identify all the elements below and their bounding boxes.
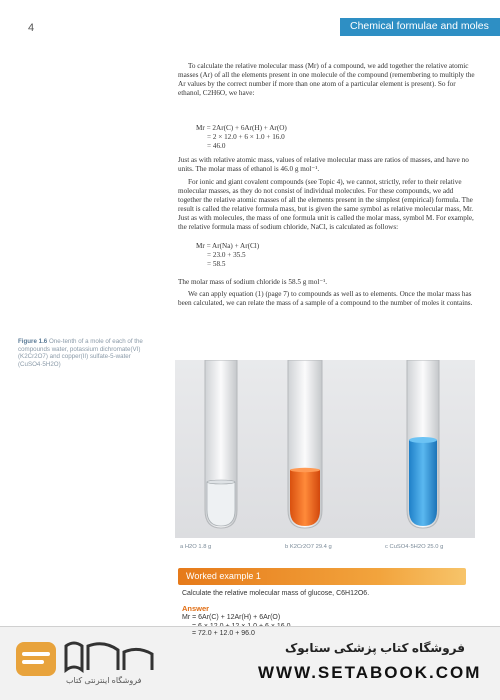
paragraph-2-text: Just as with relative atomic mass, values of relative molecular mass are ratios of masses, and have no units. The molar mass of ethanol is 46.0 g mol⁻¹. — [178, 156, 469, 174]
store-name: فروشگاه کتاب پزشکی ستابوک — [285, 641, 466, 655]
chapter-title: Chemical formulae and moles — [350, 20, 489, 32]
equation-ethanol-2: = 2 × 12.0 + 6 × 1.0 + 16.0 — [207, 133, 285, 141]
equation-nacl-2: = 23.0 + 35.5 — [207, 251, 246, 259]
test-tubes-illustration — [175, 360, 475, 538]
figure-caption — [18, 338, 153, 368]
tube-label-b: b K2Cr2O7 29.4 g — [285, 544, 332, 550]
footer-divider — [0, 626, 500, 627]
equation-nacl-3: = 58.5 — [207, 260, 226, 268]
paragraph-5 — [178, 290, 478, 308]
figure-label: Figure 1.6 — [18, 338, 48, 345]
tube-copper-sulfate — [407, 360, 439, 528]
figure-caption-text: One-tenth of a mole of each of the compounds water, potassium dichromate(VI) (K2Cr2O7) and copper(II) sulfate-5-water (CuSO4·5H2O) — [18, 338, 143, 368]
tube-label-a: a H2O 1.8 g — [180, 544, 212, 550]
answer-heading: Answer — [182, 604, 210, 613]
paragraph-5-text: We can apply equation (1) (page 7) to compounds as well as to elements. Once the molar mass has been calculated, we can relate the mass of a sample of a compound to the number of moles it contains. — [178, 290, 473, 308]
paragraph-1-text: To calculate the relative molecular mass (Mr) of a compound, we add together the relative atomic masses (Ar) of all the elements present in one molecule of the compound (remembering to multiply the Ar values by the correct number if more than one atom of a particular element is present). So for ethanol, C2H6O, we have: — [178, 62, 475, 98]
answer-line-1: Mr = 6Ar(C) + 12Ar(H) + 6Ar(O) — [182, 614, 281, 621]
tube-potassium-dichromate — [288, 360, 322, 528]
store-url-link[interactable]: WWW.SETABOOK.COM — [258, 663, 482, 682]
equation-ethanol-3: = 46.0 — [207, 142, 226, 150]
equation-nacl-1: Mr = Ar(Na) + Ar(Cl) — [196, 242, 260, 250]
paragraph-4 — [178, 278, 478, 287]
test-tubes-photo — [175, 360, 475, 538]
equation-ethanol-1: Mr = 2Ar(C) + 6Ar(H) + Ar(O) — [196, 124, 287, 132]
paragraph-3 — [178, 178, 478, 233]
answer-line-3: = 72.0 + 12.0 + 96.0 — [192, 630, 255, 637]
tube-water — [205, 360, 237, 528]
logo-subtitle: فروشگاه اینترنتی کتاب — [66, 676, 142, 685]
worked-example-title: Worked example 1 — [186, 571, 261, 581]
setabook-logo[interactable] — [14, 636, 164, 690]
worked-example-question: Calculate the relative molecular mass of glucose, C6H12O6. — [182, 590, 370, 597]
page-number: 4 — [28, 22, 35, 34]
paragraph-2 — [178, 156, 478, 174]
tube-label-c: c CuSO4·5H2O 25.0 g — [385, 544, 444, 550]
paragraph-4-text: The molar mass of sodium chloride is 58.5 g mol⁻¹. — [178, 278, 328, 286]
paragraph-3-text: For ionic and giant covalent compounds (see Topic 4), we cannot, strictly, refer to their relative molecular masses, as they do not consist of individual molecules. For these compounds, we add together the relative atomic masses of all the elements present in the simplest (empirical) formula. The result is called the relative formula mass, but is given the same symbol as relative molecular mass, Mr. Just as with molecules, the mass of one formula unit is called the molar mass, symbol M. For example, the relative formula mass of sodium chloride, NaCl, is calculated as follows: — [178, 178, 474, 232]
paragraph-1 — [178, 62, 478, 98]
